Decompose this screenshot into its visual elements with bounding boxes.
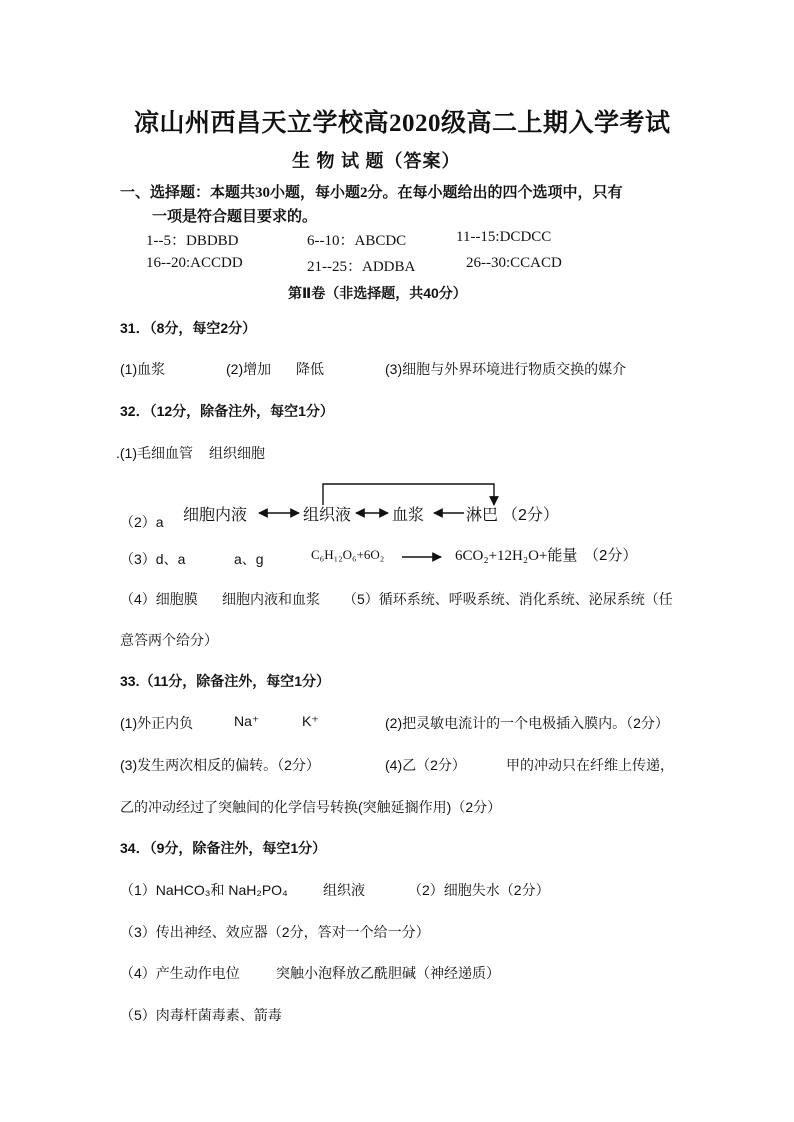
q33-sodium-ion: Na⁺ <box>234 713 260 729</box>
page-title: 凉山州西昌天立学校高2020级高二上期入学考试 <box>134 110 671 137</box>
q32-answer-5-cont: 意答两个给分） <box>120 632 218 648</box>
q32-answer-1b: 组织细胞 <box>209 445 265 461</box>
q32-heading: 32．（12分，除备注外，每空1分） <box>120 403 334 419</box>
equation-score: （2分） <box>584 547 638 564</box>
q34-answer-4: （4）产生动作电位 <box>120 965 240 981</box>
q33-answer-2: (2)把灵敏电流计的一个电极插入膜内。（2分） <box>385 715 669 731</box>
answers-26-30: 26--30:CCACD <box>466 255 562 271</box>
q32-answer-3b: a、g <box>234 551 264 567</box>
q31-answer-2: (2)增加 <box>226 361 272 377</box>
q31-heading: 31．（8分，每空2分） <box>120 320 257 336</box>
answers-6-10: 6--10：ABCDC <box>307 233 407 249</box>
q34-answer-1b: 组织液 <box>323 882 365 898</box>
part1-intro-line1: 一、选择题：本题共30小题，每小题2分。在每小题给出的四个选项中，只有 <box>120 185 623 201</box>
q31-answer-1: (1)血浆 <box>120 361 166 377</box>
q33-answer-3: (3)发生两次相反的偏转。（2分） <box>120 757 320 773</box>
q33-answer-1: (1)外正内负 <box>120 715 194 731</box>
q34-answer-1: （1）NaHCO₃和 NaH₂PO₄ <box>120 882 288 898</box>
part2-heading: 第Ⅱ卷（非选择题，共40分） <box>288 285 467 301</box>
answers-11-15: 11--15:DCDCC <box>456 229 552 245</box>
part1-intro-line2: 一项是符合题目要求的。 <box>152 209 318 225</box>
q32-answer-4b: 细胞内液和血浆 <box>222 591 320 607</box>
equation-reactants: C₆H₁₂O₆+6O₂ <box>311 547 385 562</box>
diagram-node-lymph: 淋巴 <box>466 507 499 524</box>
answers-16-20: 16--20:ACCDD <box>146 255 243 271</box>
q32-answer-3-label: （3）d、a <box>120 551 186 567</box>
q32-answer-2-label: （2）a <box>120 514 164 530</box>
q33-answer-4: (4)乙（2分） <box>385 757 466 773</box>
q33-potassium-ion: K⁺ <box>302 713 319 729</box>
q34-answer-4b: 突触小泡释放乙酰胆碱（神经递质） <box>276 965 500 981</box>
q34-heading: 34．（9分，除备注外，每空1分） <box>120 840 327 856</box>
answers-21-25: 21--25：ADDBA <box>307 259 416 275</box>
q32-answer-5: （5）循环系统、呼吸系统、消化系统、泌尿系统（任 <box>343 591 673 607</box>
q32-answer-4: （4）细胞膜 <box>120 591 198 607</box>
equation-products: 6CO₂+12H₂O+能量 <box>455 548 578 564</box>
q34-answer-5: （5）肉毒杆菌毒素、箭毒 <box>120 1007 282 1023</box>
diagram-node-tissue-fluid: 组织液 <box>303 507 352 524</box>
q33-heading: 33.（11分，除备注外，每空1分） <box>120 673 331 689</box>
answers-1-5: 1--5：DBDBD <box>146 233 239 249</box>
page-subtitle: 生 物 试 题（答案） <box>292 151 461 171</box>
q31-answer-3: (3)细胞与外界环境进行物质交换的媒介 <box>385 361 627 377</box>
q33-answer-4-cont: 乙的冲动经过了突触间的化学信号转换(突触延搁作用)（2分） <box>120 799 502 815</box>
q34-answer-2: （2）细胞失水（2分） <box>408 882 550 898</box>
diagram-node-intracellular-fluid: 细胞内液 <box>183 507 248 524</box>
arrow-tissue-lymph <box>323 484 494 505</box>
q33-answer-4b: 甲的冲动只在纤维上传递， <box>506 757 674 773</box>
diagram-score: （2分） <box>502 507 559 524</box>
q32-answer-1: .(1)毛细血管 <box>116 445 193 461</box>
q31-answer-2b: 降低 <box>296 361 324 377</box>
q34-answer-3: （3）传出神经、效应器（2分，答对一个给一分） <box>120 924 430 940</box>
diagram-node-plasma: 血浆 <box>392 507 425 524</box>
